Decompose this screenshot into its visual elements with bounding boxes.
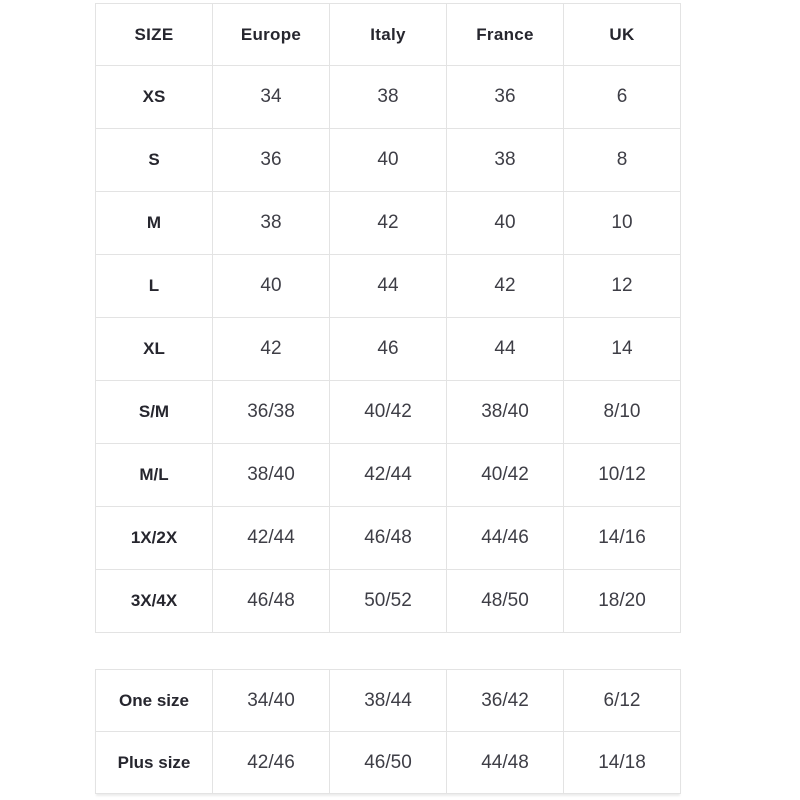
- header-row: [96, 4, 681, 66]
- value-cell: 34/40: [213, 670, 330, 732]
- size-label: XL: [96, 318, 213, 381]
- size-label: S: [96, 129, 213, 192]
- value-cell: 14/18: [564, 732, 681, 794]
- size-conversion-table: [95, 3, 681, 633]
- size-label: S/M: [96, 381, 213, 444]
- value-cell: 38/40: [213, 444, 330, 507]
- value-cell: 40: [447, 192, 564, 255]
- value-cell: 38: [447, 129, 564, 192]
- size-label: M: [96, 192, 213, 255]
- value-cell: 40: [330, 129, 447, 192]
- value-cell: 42/44: [330, 444, 447, 507]
- value-cell: 46/48: [330, 507, 447, 570]
- value-cell: 6/12: [564, 670, 681, 732]
- value-cell: 42/46: [213, 732, 330, 794]
- value-cell: 48/50: [447, 570, 564, 633]
- table-row-plus-size: [96, 732, 681, 794]
- table-row-sm: [96, 381, 681, 444]
- value-cell: 8: [564, 129, 681, 192]
- value-cell: 36/38: [213, 381, 330, 444]
- table-row-1x2x: [96, 507, 681, 570]
- value-cell: 38/40: [447, 381, 564, 444]
- size-label: 1X/2X: [96, 507, 213, 570]
- table-row-ml: [96, 444, 681, 507]
- value-cell: 12: [564, 255, 681, 318]
- value-cell: 40: [213, 255, 330, 318]
- value-cell: 46/48: [213, 570, 330, 633]
- size-label: Plus size: [96, 732, 213, 794]
- header-europe: Europe: [213, 4, 330, 66]
- size-label: M/L: [96, 444, 213, 507]
- value-cell: 34: [213, 66, 330, 129]
- value-cell: 36/42: [447, 670, 564, 732]
- header-uk: UK: [564, 4, 681, 66]
- table-row-xl: [96, 318, 681, 381]
- value-cell: 38: [330, 66, 447, 129]
- value-cell: 8/10: [564, 381, 681, 444]
- special-size-table: [95, 669, 681, 794]
- value-cell: 46/50: [330, 732, 447, 794]
- value-cell: 46: [330, 318, 447, 381]
- value-cell: 14: [564, 318, 681, 381]
- value-cell: 6: [564, 66, 681, 129]
- value-cell: 36: [213, 129, 330, 192]
- table-row-s: [96, 129, 681, 192]
- value-cell: 42: [330, 192, 447, 255]
- size-label: 3X/4X: [96, 570, 213, 633]
- value-cell: 40/42: [330, 381, 447, 444]
- table-row-m: [96, 192, 681, 255]
- value-cell: 44/46: [447, 507, 564, 570]
- header-italy: Italy: [330, 4, 447, 66]
- value-cell: 42: [213, 318, 330, 381]
- table-row-3x4x: [96, 570, 681, 633]
- table-row-xs: [96, 66, 681, 129]
- table-row-one-size: [96, 670, 681, 732]
- value-cell: 18/20: [564, 570, 681, 633]
- value-cell: 42/44: [213, 507, 330, 570]
- value-cell: 36: [447, 66, 564, 129]
- value-cell: 38/44: [330, 670, 447, 732]
- value-cell: 10: [564, 192, 681, 255]
- size-label: One size: [96, 670, 213, 732]
- size-label: L: [96, 255, 213, 318]
- size-label: XS: [96, 66, 213, 129]
- value-cell: 40/42: [447, 444, 564, 507]
- value-cell: 50/52: [330, 570, 447, 633]
- value-cell: 44/48: [447, 732, 564, 794]
- header-france: France: [447, 4, 564, 66]
- value-cell: 42: [447, 255, 564, 318]
- value-cell: 44: [447, 318, 564, 381]
- value-cell: 14/16: [564, 507, 681, 570]
- value-cell: 38: [213, 192, 330, 255]
- value-cell: 10/12: [564, 444, 681, 507]
- header-size: SIZE: [96, 4, 213, 66]
- value-cell: 44: [330, 255, 447, 318]
- table-row-l: [96, 255, 681, 318]
